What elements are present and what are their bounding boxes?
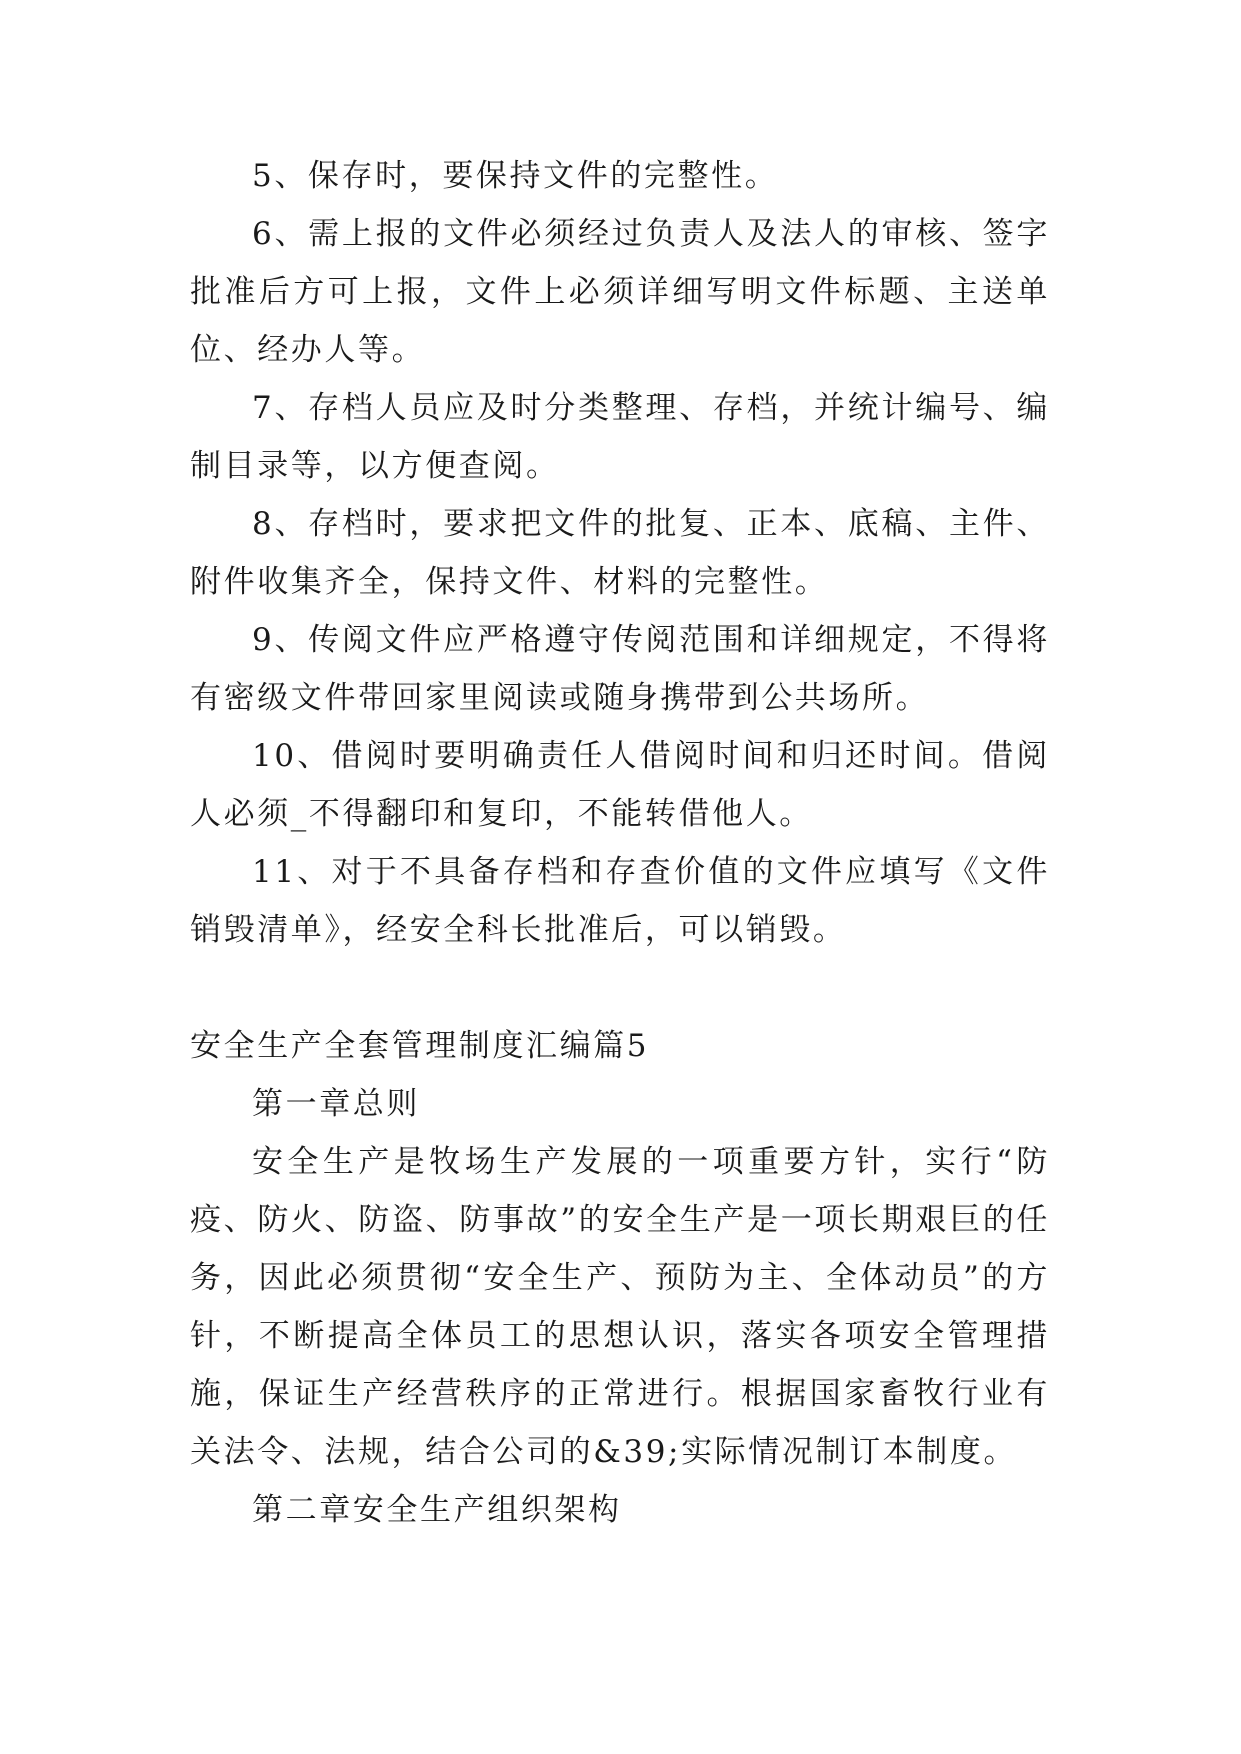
- paragraph-item-8: 8、存档时，要求把文件的批复、正本、底稿、主件、附件收集齐全，保持文件、材料的完整性。: [190, 506, 1050, 600]
- section-title: 安全生产全套管理制度汇编篇5: [190, 1028, 650, 1064]
- section-spacer: [190, 959, 1050, 1017]
- document-body: [190, 147, 1050, 1539]
- paragraph-item-7: 7、存档人员应及时分类整理、存档，并统计编号、编制目录等，以方便查阅。: [190, 390, 1050, 484]
- paragraph-item-9: 9、传阅文件应严格遵守传阅范围和详细规定，不得将有密级文件带回家里阅读或随身携带到公共场所。: [190, 622, 1050, 716]
- paragraph-item-10: 10、借阅时要明确责任人借阅时间和归还时间。借阅人必须_不得翻印和复印，不能转借他人。: [190, 738, 1050, 832]
- paragraph-item-11: 11、对于不具备存档和存查价值的文件应填写《文件销毁清单》，经安全科长批准后，可以销毁。: [190, 854, 1050, 948]
- chapter-one-heading: 第一章总则: [252, 1086, 420, 1122]
- paragraph-item-5: 5、保存时，要保持文件的完整性。: [252, 158, 779, 194]
- general-principles-paragraph: 安全生产是牧场生产发展的一项重要方针，实行“防疫、防火、防盗、防事故”的安全生产是一项长期艰巨的任务，因此必须贯彻“安全生产、预防为主、全体动员”的方针，不断提高全体员工的思想认识，落实各项安全管理措施，保证生产经营秩序的正常进行。根据国家畜牧行业有关法令、法规，结合公司的&39;实际情况制订本制度。: [190, 1144, 1050, 1470]
- paragraph-item-6: 6、需上报的文件必须经过负责人及法人的审核、签字批准后方可上报，文件上必须详细写明文件标题、主送单位、经办人等。: [190, 216, 1050, 368]
- chapter-two-heading: 第二章安全生产组织架构: [252, 1492, 622, 1528]
